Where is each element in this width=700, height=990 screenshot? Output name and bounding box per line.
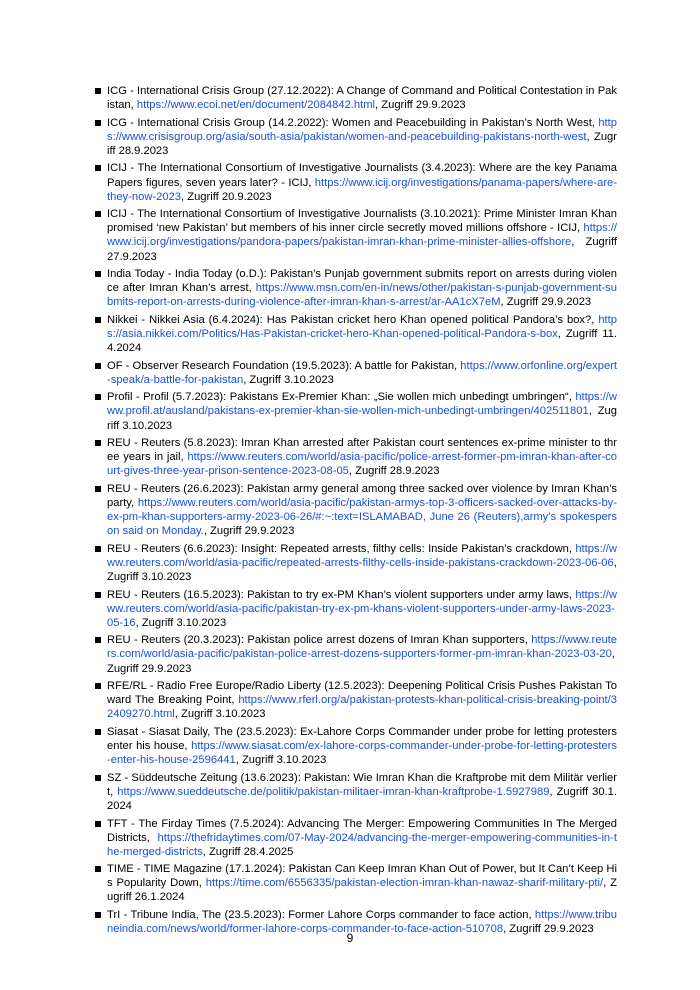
reference-link[interactable]: https://www.reuters.com/world/asia-pacific/police-arrest-former-pm-imran-khan-after-court-gives-three-year-prison-sentence-2023-08-05: [107, 451, 617, 478]
reference-text: REU - Reuters (26.6.2023): Pakistan army general among three sacked over violence by Imran Khan’s party,: [107, 482, 617, 510]
square-bullet-icon: [95, 363, 101, 369]
access-date: , Zugriff 28.9.2023: [348, 465, 440, 478]
access-date: , Zugriff 27.9.2023: [107, 236, 617, 263]
square-bullet-icon: [95, 165, 101, 171]
reference-text: Siasat - Siasat Daily, The (23.5.2023): Ex-Lahore Corps Commander under probe for letting protesters enter his house,: [107, 725, 617, 753]
reference-item: [95, 542, 617, 584]
square-bullet-icon: [95, 546, 101, 552]
reference-item: [95, 313, 617, 355]
access-date: , Zugriff 3.10.2023: [243, 373, 334, 386]
reference-item: [95, 436, 617, 478]
reference-text: ICIJ - The International Consortium of Investigative Journalists (3.4.2023): Where are the key Panama Papers figures, seven years later? - ICIJ,: [107, 162, 617, 189]
page-number: 9: [346, 931, 354, 945]
reference-text: Nikkei - Nikkei Asia (6.4.2024): Has Pakistan cricket hero Khan opened political Pandora’s box?,: [107, 313, 599, 326]
square-bullet-icon: [95, 821, 101, 827]
square-bullet-icon: [95, 683, 101, 689]
access-date: , Zugriff 29.9.2023: [203, 525, 295, 538]
square-bullet-icon: [95, 88, 101, 94]
reference-link[interactable]: https://time.com/6556335/pakistan-election-imran-khan-nawaz-sharif-military-pti/: [205, 877, 604, 890]
reference-text: TIME - TIME Magazine (17.1.2024): Pakistan Can Keep Imran Khan Out of Power, but It Can’t Keep His Popularity Down,: [107, 863, 617, 890]
access-date: , Zugriff 3.10.2023: [107, 556, 617, 583]
reference-item: [95, 771, 617, 813]
reference-link[interactable]: https://www.siasat.com/ex-lahore-corps-commander-under-probe-for-letting-protesters-enter-his-house-2596441: [107, 740, 617, 767]
reference-text: OF - Observer Research Foundation (19.5.2023): A battle for Pakistan,: [107, 359, 461, 372]
reference-text: REU - Reuters (6.6.2023): Insight: Repeated arrests, filthy cells: Inside Pakistan’s crackdown,: [107, 542, 576, 555]
reference-text: Profil - Profil (5.7.2023): Pakistans Ex-Premier Khan: „Sie wollen mich unbedingt umbringen“,: [107, 391, 576, 404]
access-date: , Zugriff 30.1.2024: [107, 785, 617, 812]
reference-link[interactable]: https://www.rferl.org/a/pakistan-protests-khan-political-crisis-breaking-point/32409270.html: [107, 694, 617, 721]
access-date: , Zugriff 29.9.2023: [500, 296, 592, 309]
reference-link[interactable]: https://www.reuters.com/world/asia-pacific/repeated-arrests-filthy-cells-inside-pakistans-crackdown-2023-06-06: [107, 542, 617, 569]
access-date: , Zugriff 26.1.2024: [107, 877, 617, 904]
square-bullet-icon: [95, 729, 101, 735]
reference-text: TFT - The Firday Times (7.5.2024): Advancing The Merger: Empowering Communities In The Merged Districts,: [107, 817, 617, 844]
reference-link[interactable]: https://www.reuters.com/world/asia-pacific/pakistan-try-ex-pm-khans-violent-supporters-under-army-laws-2023-05-16: [107, 588, 617, 629]
square-bullet-icon: [95, 394, 101, 400]
access-date: , Zugriff 29.9.2023: [375, 99, 466, 112]
reference-item: [95, 207, 617, 263]
reference-item: [95, 633, 617, 675]
reference-text: REU - Reuters (5.8.2023): Imran Khan arrested after Pakistan court sentences ex-prime minister to three years in jail,: [107, 437, 617, 464]
access-date: , Zugriff 29.9.2023: [503, 923, 594, 936]
reference-item: [95, 84, 617, 112]
reference-item: [95, 817, 617, 859]
reference-link[interactable]: https://www.icij.org/investigations/panama-papers/where-are-they-now-2023: [107, 176, 617, 203]
square-bullet-icon: [95, 440, 101, 446]
reference-link[interactable]: https://www.orfonline.org/expert-speak/a-battle-for-pakistan: [107, 359, 617, 386]
access-date: , Zugriff 3.10.2023: [235, 754, 327, 767]
reference-text: REU - Reuters (20.3.2023): Pakistan police arrest dozens of Imran Khan supporters,: [107, 634, 532, 647]
reference-link[interactable]: https://www.reuters.com/world/asia-pacific/pakistan-police-arrest-dozens-supporters-former-pm-imran-khan-2023-03-20: [107, 634, 617, 661]
reference-link[interactable]: https://www.tribuneindia.com/news/world/former-lahore-corps-commander-to-face-action-510708: [107, 909, 617, 936]
reference-item: [95, 267, 617, 309]
reference-link[interactable]: https://www.crisisgroup.org/asia/south-asia/pakistan/women-and-peacebuilding-pakistans-north-west: [107, 116, 617, 143]
reference-item: [95, 862, 617, 904]
reference-link[interactable]: https://www.msn.com/en-in/news/other/pakistan-s-punjab-government-submits-report-on-arrests-during-violence-after-imran-khan-s-arrest/ar-AA1cX7eM: [107, 282, 617, 309]
access-date: , Zugriff 28.9.2023: [107, 130, 617, 157]
reference-text: SZ - Süddeutsche Zeitung (13.6.2023): Pakistan: Wie Imran Khan die Kraftprobe mit dem Militär verliert,: [107, 771, 617, 798]
reference-item: [95, 482, 617, 538]
access-date: , Zugriff 20.9.2023: [181, 190, 272, 203]
reference-item: [95, 588, 617, 630]
reference-text: ICG - International Crisis Group (14.2.2022): Women and Peacebuilding in Pakistan’s North West,: [107, 116, 599, 129]
reference-text: TrI - Tribune India, The (23.5.2023): Former Lahore Corps commander to face action,: [107, 909, 535, 922]
reference-text: ICIJ - The International Consortium of Investigative Journalists (3.10.2021): Prime Minister Imran Khan promised ‘new Pakistan’ but members of his inner circle secretly moved millions offshore - ICIJ,: [107, 208, 617, 235]
square-bullet-icon: [95, 317, 101, 323]
reference-item: [95, 359, 617, 387]
reference-item: [95, 679, 617, 721]
access-date: , Zugriff 3.10.2023: [135, 616, 227, 629]
reference-list: [95, 84, 617, 940]
square-bullet-icon: [95, 271, 101, 277]
reference-link[interactable]: https://asia.nikkei.com/Politics/Has-Pakistan-cricket-hero-Khan-opened-political-Pandora-s-box: [107, 313, 617, 340]
access-date: , Zugriff 29.9.2023: [107, 648, 615, 675]
access-date: , Zugriff 28.4.2025: [202, 845, 294, 858]
square-bullet-icon: [95, 486, 101, 492]
square-bullet-icon: [95, 912, 101, 918]
access-date: , Zugriff 3.10.2023: [107, 405, 617, 432]
square-bullet-icon: [95, 592, 101, 598]
reference-item: [95, 390, 617, 432]
reference-link[interactable]: https://www.icij.org/investigations/pandora-papers/pakistan-imran-khan-prime-minister-allies-offshore: [107, 222, 617, 249]
square-bullet-icon: [95, 211, 101, 217]
access-date: , Zugriff 3.10.2023: [174, 708, 266, 721]
square-bullet-icon: [95, 120, 101, 126]
reference-text: India Today - India Today (o.D.): Pakistan’s Punjab government submits report on arrests during violence after Imran Khan’s arrest,: [107, 268, 617, 295]
reference-item: [95, 161, 617, 203]
reference-link[interactable]: https://thefridaytimes.com/07-May-2024/advancing-the-merger-empowering-communities-in-the-merged-districts: [107, 831, 617, 858]
reference-item: [95, 725, 617, 767]
reference-text: RFE/RL - Radio Free Europe/Radio Liberty (12.5.2023): Deepening Political Crisis Pushes Pakistan Toward The Breaking Point,: [107, 680, 617, 707]
reference-link[interactable]: https://www.profil.at/ausland/pakistans-ex-premier-khan-sie-wollen-mich-unbedingt-umbringen/402511801: [107, 391, 617, 418]
square-bullet-icon: [95, 637, 101, 643]
reference-link[interactable]: https://www.reuters.com/world/asia-pacific/pakistan-armys-top-3-officers-sacked-over-attacks-by-ex-pm-khan-supporters-army-2023-06-26/#:~:text=ISLAMABAD, June 26 (Reuters),army’s spokesperson said on Monday.: [107, 497, 617, 538]
square-bullet-icon: [95, 775, 101, 781]
reference-text: REU - Reuters (16.5.2023): Pakistan to try ex-PM Khan’s violent supporters under army laws,: [107, 588, 576, 601]
reference-item: [95, 116, 617, 158]
square-bullet-icon: [95, 866, 101, 872]
reference-text: ICG - International Crisis Group (27.12.2022): A Change of Command and Political Contestation in Pakistan,: [107, 85, 617, 112]
reference-link[interactable]: https://www.sueddeutsche.de/politik/pakistan-militaer-imran-khan-kraftprobe-1.5927989: [117, 785, 550, 798]
access-date: , Zugriff 11.4.2024: [107, 328, 617, 355]
reference-link[interactable]: https://www.ecoi.net/en/document/2084842.html: [136, 99, 376, 112]
